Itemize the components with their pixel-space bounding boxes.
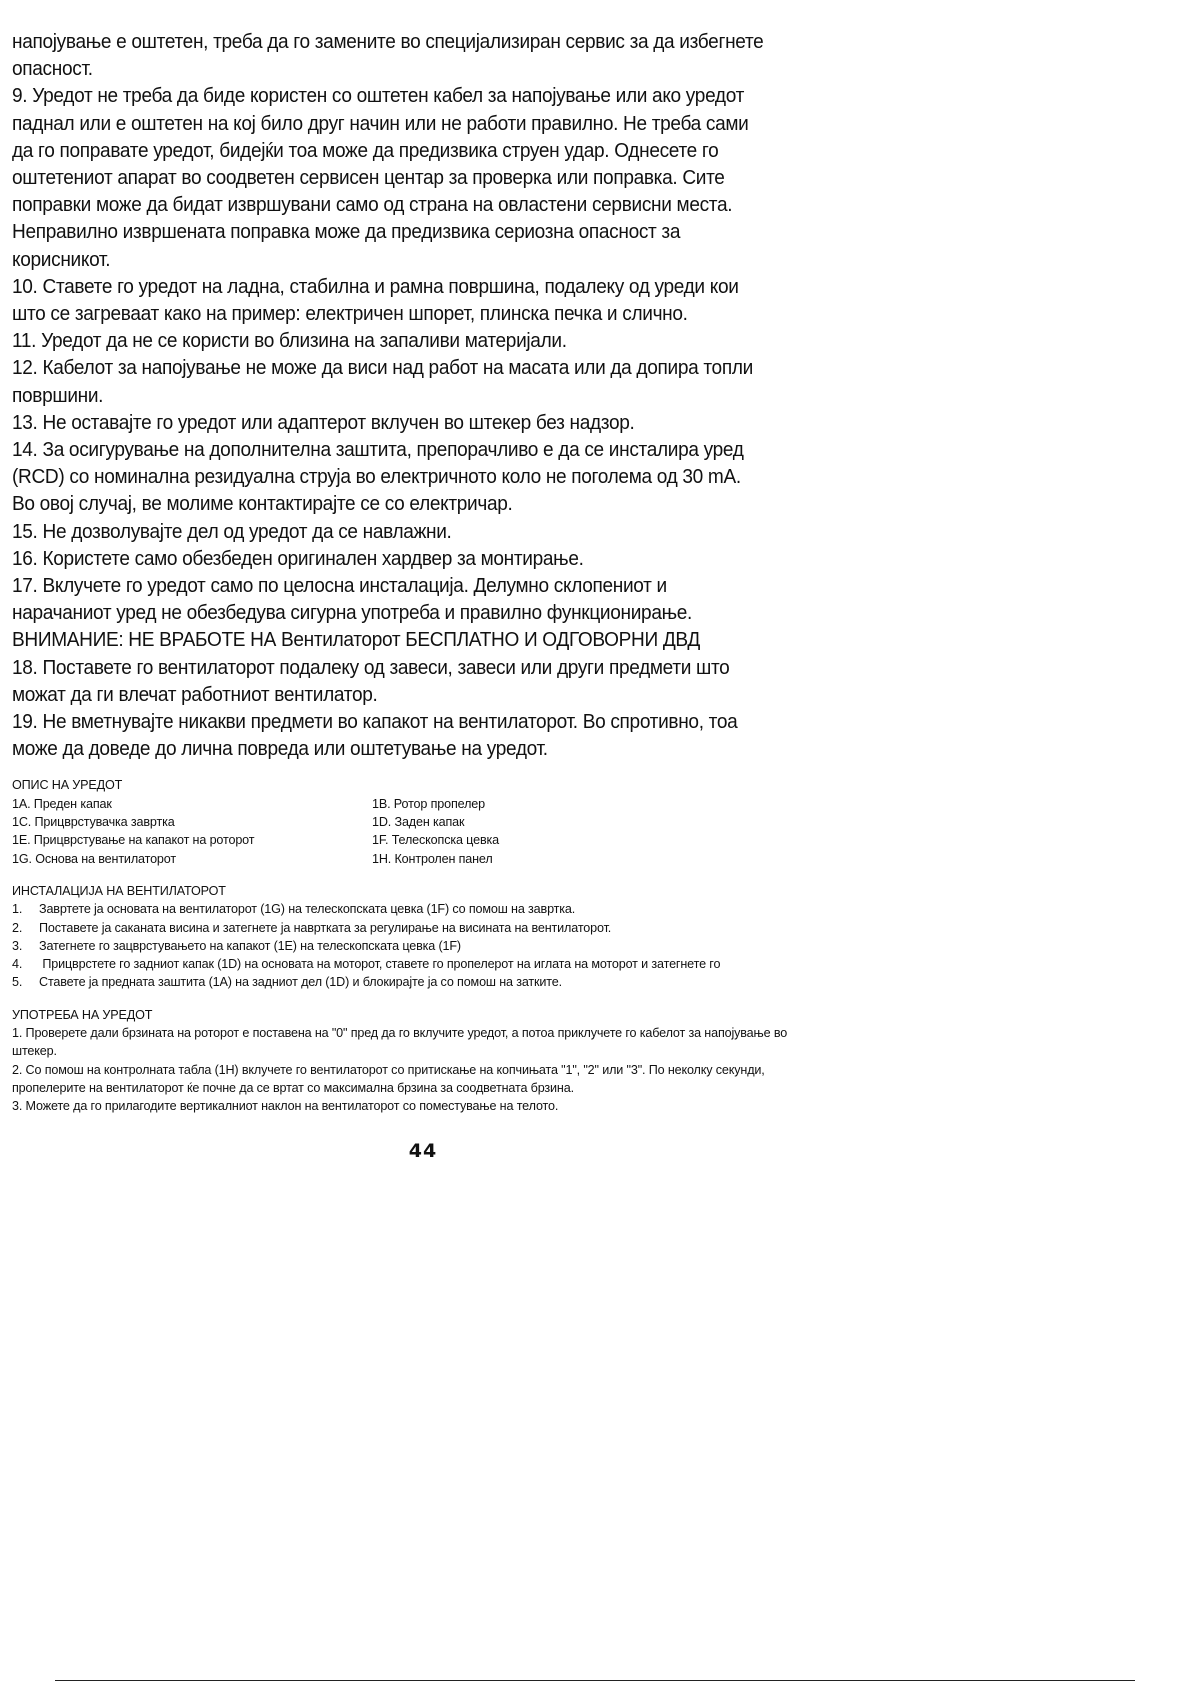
list-item — [12, 973, 842, 991]
step-number: 1. — [12, 902, 23, 917]
step-text: Ставете ја предната заштита (1A) на задниот дел (1D) и блокирајте ја со помош на затките. — [39, 975, 562, 990]
text-line: што се загреваат како на пример: електричен шпорет, плинска печка и слично. — [12, 302, 688, 326]
text-line: паднал или е оштетен на кој било друг начин или не работи правилно. Не треба сами — [12, 111, 749, 135]
list-item — [12, 955, 842, 973]
text-line: да го поправате уредот, бидејќи тоа може да предизвика струен удар. Однесете го — [12, 138, 719, 162]
usage-section — [12, 1006, 842, 1116]
section-title: ОПИС НА УРЕДОТ — [12, 778, 123, 793]
device-description — [12, 776, 842, 867]
part-item: 1B. Ротор пропелер — [372, 796, 485, 811]
part-item: 1A. Преден капак — [12, 796, 112, 811]
text-line: 14. За осигурување на дополнителна заштита, препорачливо е да се инсталира уред — [12, 438, 744, 462]
text-line: напојување е оштетен, треба да го замените во специјализиран сервис за да избегнете — [12, 30, 764, 53]
safety-instructions — [12, 28, 842, 762]
text-line: 16. Користете само обезбеден оригинален хардвер за монтирање. — [12, 546, 584, 570]
text-line: нарачаниот уред не обезбедува сигурна употреба и правилно функционирање. — [12, 601, 693, 625]
text-line: опасност. — [12, 57, 93, 81]
section-title: УПОТРЕБА НА УРЕДОТ — [12, 1007, 153, 1022]
step-number: 5. — [12, 975, 23, 990]
step-text: Поставете ја саканата висина и затегнете ја наврткатa за регулирање на висината на вентилаторот. — [39, 920, 612, 935]
text-line: корисникот. — [12, 247, 111, 271]
step-text: Прицврстете го задниот капак (1D) на основата на моторот, ставете го пропелерот на иглата на моторот и затегнете го — [39, 957, 721, 972]
text-line: оштетениот апарат во соодветен сервисен центар за проверка или поправка. Сите — [12, 166, 725, 190]
text-line: можат да ги влечат работниот вентилатор. — [12, 682, 378, 706]
installation-section — [12, 882, 842, 992]
text-line: 12. Кабелот за напојување не може да виси над работ на масата или да допира топли — [12, 356, 753, 380]
text-line: површини. — [12, 383, 104, 407]
text-line: 13. Не оставајте го уредот или адаптерот вклучен во штекер без надзор. — [12, 410, 635, 434]
usage-paragraph: 2. Со помош на контролната табла (1H) вклучете го вентилаторот со притискање на копчињата "1", "2" или "3". По неколку секунди, пропелерите на вентилаторот ќе почне да се вртат со максимална брзина за соодветната брзина. — [12, 1062, 765, 1095]
part-item: 1G. Основа на вентилаторот — [12, 851, 176, 866]
section-title: ИНСТАЛАЦИЈА НА ВЕНТИЛАТОРОТ — [12, 883, 226, 898]
warning-line: ВНИМАНИЕ: НЕ ВРАБОТЕ НА Вентилаторот БЕСПЛАТНО И ОДГОВОРНИ ДВД — [12, 628, 700, 652]
text-line: 15. Не дозволувајте дел од уредот да се навлажни. — [12, 519, 452, 543]
manual-page — [12, 28, 842, 1116]
text-line: 11. Уредот да не се користи во близина на запаливи материјали. — [12, 329, 567, 353]
page-number: 44 — [408, 1140, 438, 1162]
footer-divider — [55, 1680, 1135, 1681]
step-text: Затегнете го зацврстувањето на капакот (1E) на телескопската цевка (1F) — [39, 938, 461, 953]
list-item — [12, 919, 842, 937]
part-item: 1F. Телескопска цевка — [372, 833, 499, 848]
text-line: може да доведе до лична повреда или оштетување на уредот. — [12, 737, 548, 761]
step-number: 3. — [12, 938, 23, 953]
usage-paragraph: 3. Можете да го прилагодите вертикалниот наклон на вентилаторот со поместување на телото. — [12, 1099, 559, 1114]
step-text: Завртете ја основата на вентилаторот (1G) на телескопската цевка (1F) со помош на завртка. — [39, 902, 576, 917]
usage-paragraph: 1. Проверете дали брзината на роторот е поставена на "0" пред да го вклучите уредот, а потоа приклучете го кабелот за напојување во штекер. — [12, 1026, 788, 1059]
text-line: 9. Уредот не треба да биде користен со оштетен кабел за напојување или ако уредот — [12, 84, 744, 108]
part-item: 1D. Заден капак — [372, 815, 465, 830]
step-number: 4. — [12, 957, 23, 972]
text-line: 18. Поставете го вентилаторот подалеку од завеси, завеси или други предмети што — [12, 655, 730, 679]
list-item — [12, 900, 842, 918]
part-item: 1E. Прицврстување на капакот на роторот — [12, 833, 255, 848]
text-line: 19. Не вметнувајте никакви предмети во капакот на вентилаторот. Во спротивно, тоа — [12, 710, 738, 734]
text-line: Неправилно извршената поправка може да предизвика сериозна опасност за — [12, 220, 681, 244]
list-item — [12, 937, 842, 955]
step-number: 2. — [12, 920, 23, 935]
part-item: 1H. Контролен панел — [372, 851, 493, 866]
text-line: Во овој случај, ве молиме контактирајте се со електричар. — [12, 492, 513, 516]
text-line: 17. Вклучете го уредот само по целосна инсталација. Делумно склопениот и — [12, 574, 667, 598]
text-line: (RCD) со номинална резидуална струја во електричното коло не поголема од 30 mA. — [12, 465, 741, 489]
parts-list — [12, 795, 842, 868]
part-item: 1C. Прицврстувачка завртка — [12, 815, 175, 830]
text-line: 10. Ставете го уредот на ладна, стабилна и рамна површина, подалеку од уреди кои — [12, 274, 739, 298]
text-line: поправки може да бидат извршувани само од страна на овластени сервисни места. — [12, 193, 733, 217]
